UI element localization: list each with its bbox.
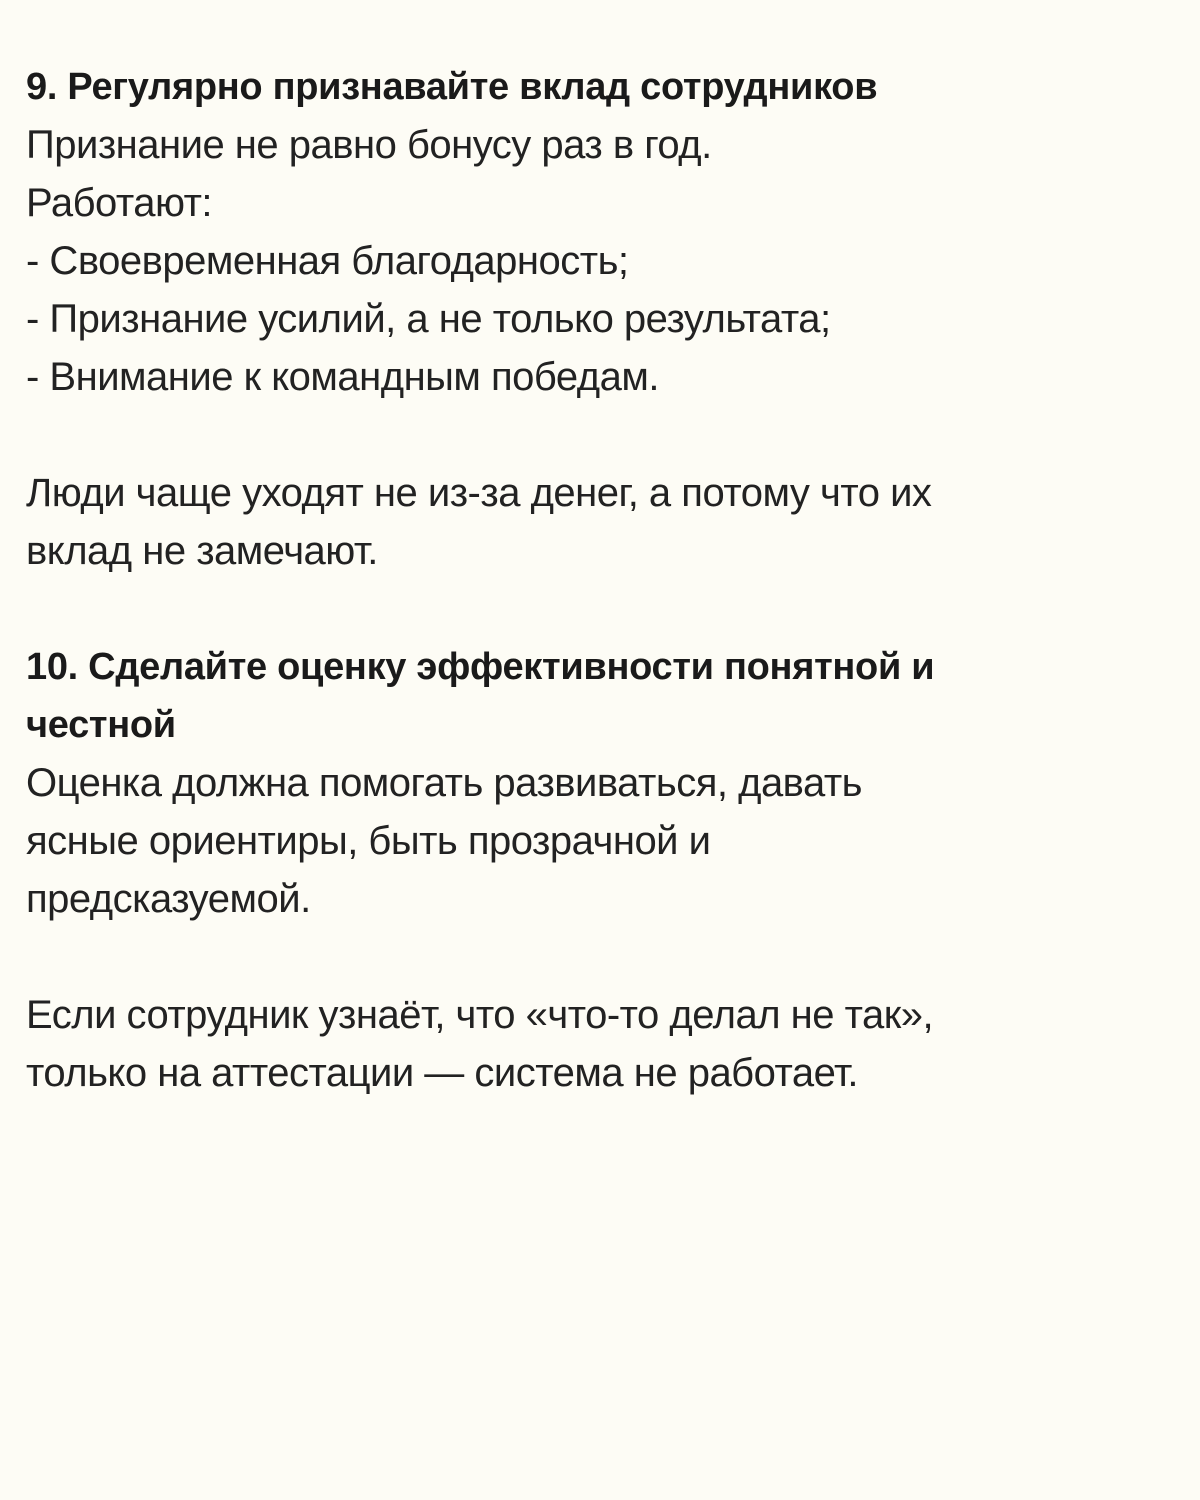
spacer [26,406,1174,464]
section-9-line: Работают: [26,181,213,225]
section-9-list-item: - Своевременная благодарность; [26,239,629,283]
section-9-line: Признание не равно бонусу раз в год. [26,123,712,167]
section-9-conclusion: вклад не замечают. [26,529,378,573]
section-9-heading: 9. Регулярно признавайте вклад сотрудников [26,66,878,108]
section-10-heading: 10. Сделайте оценку эффективности понятной и [26,646,935,688]
section-9-list-item: - Признание усилий, а не только результата; [26,297,831,341]
section-10-conclusion: только на аттестации — система не работает. [26,1051,858,1095]
spacer [26,580,1174,638]
section-9-conclusion: Люди чаще уходят не из-за денег, а потому что их [26,471,932,515]
section-10-heading: честной [26,704,176,746]
spacer [26,928,1174,986]
section-10-line: Оценка должна помогать развиваться, давать [26,761,863,805]
section-10-conclusion: Если сотрудник узнаёт, что «что-то делал не так», [26,993,934,1037]
section-9-list-item: - Внимание к командным победам. [26,355,659,399]
section-9 [26,58,1174,580]
section-10-line: ясные ориентиры, быть прозрачной и [26,819,711,863]
section-10-line: предсказуемой. [26,877,311,921]
section-10 [26,638,1174,1102]
